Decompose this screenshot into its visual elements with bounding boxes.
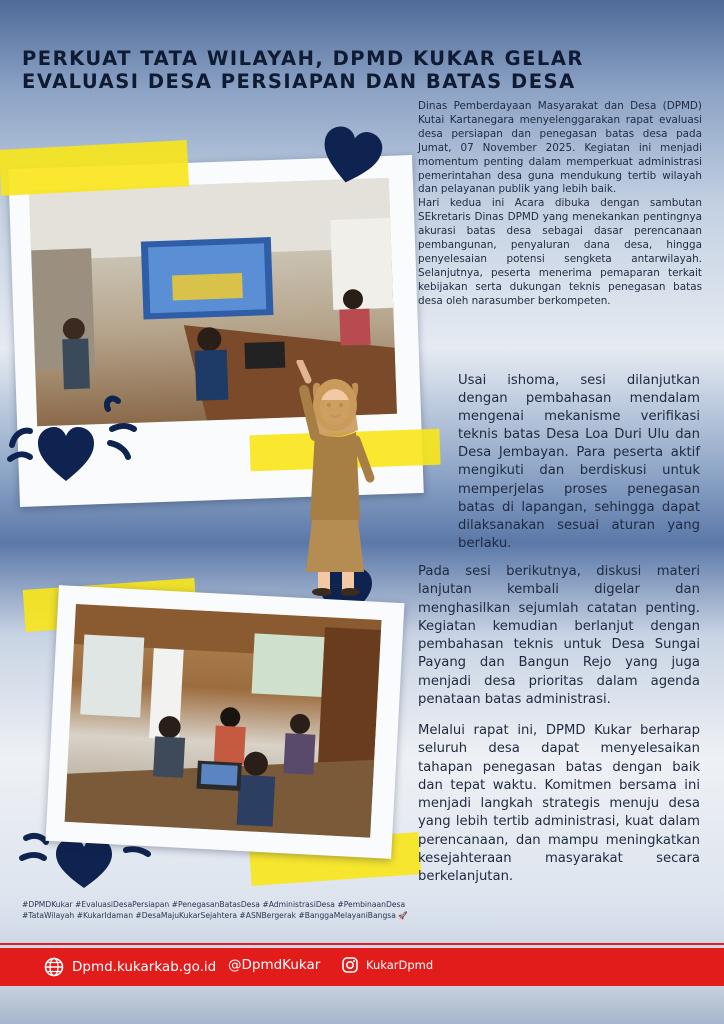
discussion-paragraph: Pada sesi berikutnya, diskusi materi lanjutan kembali digelar dan menghasilkan sejumlah catatan penting. Kegiatan kemudian berlanjut dengan pembahasan teknis untuk Desa Sungai Payang dan Bangun Rejo yang juga menjadi desa prioritas dalam agenda penataan batas administrasi. <box>418 564 700 708</box>
intro-paragraph-b: Hari kedua ini Acara dibuka dengan sambutan SEkretaris Dinas DPMD yang menekankan pentingnya akurasi batas desa sebagai dasar perencanaan pembangunan, penyaluran dana desa, hingga penyelesaian potensi sengketa antarwilayah. Selanjutnya, peserta menerima pemaparan terkait kebijakan serta dukungan teknis penegasan batas desa oleh narasumber berkompeten. <box>418 197 702 307</box>
handle-text: @DpmdKukar <box>228 957 321 973</box>
meeting-photo-2 <box>65 604 382 838</box>
hashtags: #DPMDKukar #EvaluasiDesaPersiapan #PenegasanBatasDesa #AdministrasiDesa #PembinaanDesa #TataWilayah #KukarIdaman #DesaMajuKukarSejahtera #ASNBergerak #BanggaMelayaniBangsa 🚀 <box>22 900 408 920</box>
instagram-icon <box>342 957 358 973</box>
title-line-1: PERKUAT TATA WILAYAH, DPMD KUKAR GELAR <box>22 47 584 70</box>
closing-paragraph: Melalui rapat ini, DPMD Kukar berharap seluruh desa dapat menyelesaikan tahapan penegasan batas dengan baik dan tepat waktu. Komitmen bersama ini menjadi langkah strategis menuju desa yang lebih tertib administrasi, kuat dalam perencanaan, dan mampu meningkatkan kesejahteraan masyarakat secara berkelanjutan. <box>418 723 700 885</box>
footer-bottom-band <box>0 986 724 1024</box>
footer-divider <box>0 943 724 945</box>
page-title <box>22 47 622 93</box>
woman-character-illustration <box>290 360 380 600</box>
title-line-2: EVALUASI DESA PERSIAPAN DAN BATAS DESA <box>22 70 576 93</box>
footer-website[interactable] <box>44 957 216 977</box>
footer-instagram[interactable] <box>342 957 433 973</box>
footer-handle[interactable] <box>228 957 320 973</box>
globe-icon <box>44 957 64 977</box>
heart-icon <box>0 395 150 485</box>
heart-icon <box>314 121 387 193</box>
intro-paragraph <box>418 100 702 309</box>
instagram-text: KukarDpmd <box>366 958 434 972</box>
tape-decoration-1 <box>0 140 189 196</box>
website-text: Dpmd.kukarkab.go.id <box>72 959 217 975</box>
footer-bar <box>0 948 724 986</box>
intro-paragraph-a: Dinas Pemberdayaan Masyarakat dan Desa (DPMD) Kutai Kartanegara menyelenggarakan rapat evaluasi desa persiapan dan penegasan batas desa pada Jumat, 07 November 2025. Kegiatan ini menjadi momentum penting dalam memperkuat administrasi pemerintahan desa guna mendukung tertib wilayah dan pelayanan publik yang lebih baik. <box>418 100 702 196</box>
session-paragraph: Usai ishoma, sesi dilanjutkan dengan pembahasan mendalam mengenai mekanisme verifikasi teknis batas Desa Loa Duri Ulu dan Desa Jembayan. Para peserta aktif mengikuti dan berdiskusi untuk memperjelas proses penegasan batas di lapangan, sehingga dapat dilaksanakan sesuai aturan yang berlaku. <box>458 373 700 551</box>
photo-frame-2 <box>46 585 405 859</box>
